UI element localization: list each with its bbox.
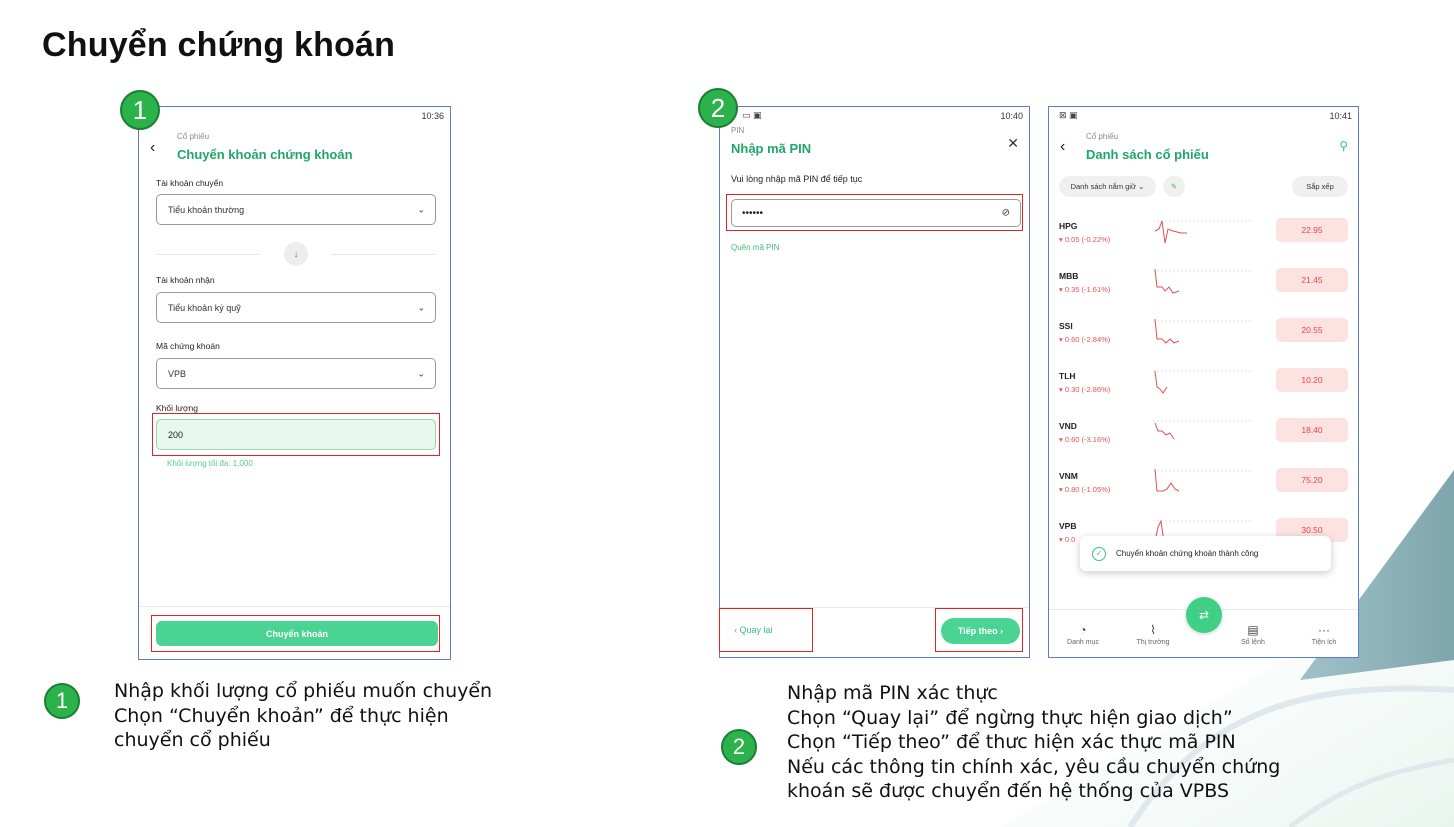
stock-row[interactable]	[1049, 421, 1355, 457]
step-badge-2: 2	[698, 88, 738, 128]
status-bar	[720, 107, 1029, 125]
stock-price[interactable]: 20.55	[1276, 318, 1348, 342]
step-badge-desc-2: 2	[721, 729, 757, 765]
screen-title: Danh sách cổ phiếu	[1086, 147, 1209, 162]
desc-line: Chọn “Tiếp theo” để thưc hiện xác thực mã PIN	[787, 731, 1236, 753]
divider	[331, 254, 435, 255]
search-icon[interactable]: ⚲	[1339, 139, 1348, 153]
highlight-quantity	[152, 413, 440, 456]
divider	[156, 254, 260, 255]
status-time: 10:40	[1000, 111, 1023, 121]
step-badge-1: 1	[120, 90, 160, 130]
back-button-label: Quay lại	[739, 625, 773, 635]
stock-change: ▾ 0.80 (-1.05%)	[1059, 485, 1111, 494]
desc-line: Nhập khối lượng cổ phiếu muốn chuyển	[114, 680, 493, 702]
to-account-label: Tài khoản nhận	[156, 275, 215, 285]
stock-change: ▾ 0.60 (-2.84%)	[1059, 335, 1111, 344]
sparkline-chart	[1153, 317, 1253, 345]
from-account-select[interactable]	[156, 194, 436, 225]
page-title: Chuyển chứng khoán	[42, 26, 396, 64]
highlight-transfer-button	[151, 615, 440, 652]
stock-symbol: MBB	[1059, 271, 1079, 281]
screen-pin-entry	[719, 106, 1030, 658]
nav-orders-label: Sổ lệnh	[1241, 639, 1265, 646]
step-1-description	[114, 679, 492, 753]
stock-code-label: Mã chứng khoán	[156, 341, 220, 351]
stock-row[interactable]	[1049, 221, 1355, 257]
chevron-down-icon: ⌄	[417, 204, 425, 214]
filter-label: Danh sách nắm giữ	[1070, 182, 1137, 191]
desc-line: Chọn “Quay lại” để ngừng thực hiện giao dịch”	[787, 706, 1233, 729]
status-bar	[139, 107, 450, 125]
pulse-icon: ⌇	[1150, 623, 1156, 637]
stock-symbol: SSI	[1059, 321, 1073, 331]
stock-change: ▾ 0.35 (-1.61%)	[1059, 285, 1111, 294]
sparkline-chart	[1153, 217, 1253, 245]
desc-line: chuyển cổ phiếu	[114, 729, 271, 751]
stock-symbol: VNM	[1059, 471, 1078, 481]
highlight-back-button	[719, 608, 813, 652]
check-circle-icon: ✓	[1092, 547, 1106, 561]
screen-category: Cổ phiếu	[177, 132, 210, 141]
sparkline-chart	[1153, 417, 1253, 445]
stock-change: ▾ 0.60 (-3.16%)	[1059, 435, 1111, 444]
toast-message: Chuyển khoản chứng khoán thành công	[1116, 549, 1259, 558]
status-bar	[1049, 107, 1358, 125]
sort-label: Sắp xếp	[1306, 182, 1334, 191]
pin-prompt: Vui lòng nhập mã PIN để tiếp tục	[731, 174, 863, 184]
nav-utilities-label: Tiện ích	[1311, 639, 1337, 646]
back-button[interactable]: ‹ Quay lại	[734, 625, 773, 635]
status-time: 10:41	[1329, 111, 1352, 121]
stock-symbol: VND	[1059, 421, 1077, 431]
screen-transfer-form	[138, 106, 451, 660]
footer-divider	[139, 606, 451, 607]
stock-change: ▾ 0.05 (-0.22%)	[1059, 235, 1111, 244]
stock-price[interactable]: 21.45	[1276, 268, 1348, 292]
nav-utilities[interactable]	[1294, 623, 1354, 646]
desc-line: Chọn “Chuyển khoản” để thực hiện	[114, 704, 449, 727]
desc-line: Nếu các thông tin chính xác, yêu cầu chuyển chứng	[787, 755, 1281, 778]
stock-price[interactable]: 30.50	[1276, 518, 1348, 542]
order-book-icon: ▤	[1247, 623, 1259, 637]
desc-line: khoán sẽ được chuyển đến hệ thống của VPBS	[787, 780, 1230, 802]
stock-price[interactable]: 18.40	[1276, 418, 1348, 442]
step-2-description	[787, 681, 1280, 804]
holdings-filter-dropdown[interactable]: Danh sách nắm giữ ⌄	[1059, 176, 1156, 197]
pie-chart-icon: ◔	[1079, 623, 1087, 637]
stock-change: ▾ 0.0	[1059, 535, 1076, 544]
stock-symbol: VPB	[1059, 521, 1077, 531]
stock-price[interactable]: 10.20	[1276, 368, 1348, 392]
nav-portfolio-label: Danh mục	[1067, 639, 1099, 646]
sparkline-chart	[1153, 267, 1253, 295]
step-badge-desc-1: 1	[44, 683, 80, 719]
eye-off-icon[interactable]: ⊘	[1001, 207, 1010, 219]
screen-category: Cổ phiếu	[1086, 132, 1119, 141]
quantity-max-hint: Khối lượng tối đa: 1,000	[167, 459, 253, 468]
status-time: 10:36	[421, 111, 444, 121]
stock-row[interactable]	[1049, 371, 1355, 407]
transfer-button[interactable]: Chuyển khoản	[156, 621, 438, 646]
stock-code-value: VPB	[168, 368, 187, 379]
swap-arrow-icon[interactable]: ↓	[284, 242, 308, 266]
next-button-label: Tiếp theo	[957, 626, 998, 636]
more-icon: ···	[1318, 623, 1330, 637]
from-account-label: Tài khoản chuyển	[156, 178, 224, 188]
nav-orders[interactable]	[1223, 623, 1283, 646]
next-button[interactable]: Tiếp theo ›	[941, 618, 1020, 644]
desc-line: Nhập mã PIN xác thực	[787, 682, 998, 704]
screen-stock-list	[1048, 106, 1359, 658]
forgot-pin-link[interactable]: Quên mã PIN	[731, 243, 780, 252]
to-account-select[interactable]	[156, 292, 436, 323]
nav-market[interactable]	[1123, 623, 1183, 646]
back-arrow-icon[interactable]: ‹	[150, 139, 156, 156]
sparkline-chart	[1153, 367, 1253, 395]
success-toast	[1080, 536, 1331, 571]
stock-row[interactable]	[1049, 471, 1355, 507]
highlight-next-button	[935, 608, 1023, 652]
stock-code-select[interactable]	[156, 358, 436, 389]
notification-icons: ▭ ▣	[742, 110, 762, 120]
quantity-value: 200	[168, 429, 184, 440]
stock-row[interactable]	[1049, 321, 1355, 357]
sparkline-chart	[1153, 467, 1253, 495]
nav-market-label: Thị trường	[1136, 639, 1170, 646]
back-arrow-icon[interactable]: ‹	[1060, 138, 1066, 155]
stock-row[interactable]	[1049, 271, 1355, 307]
screen-category: PIN	[731, 126, 745, 135]
screen-title: Chuyển khoản chứng khoán	[177, 147, 353, 162]
notification-icons: ⊠ ▣	[1059, 110, 1078, 120]
edit-icon[interactable]: ✎	[1163, 176, 1185, 197]
close-icon[interactable]: ✕	[1007, 135, 1019, 151]
screen-title: Nhập mã PIN	[731, 141, 812, 156]
stock-symbol: HPG	[1059, 221, 1078, 231]
chevron-down-icon: ⌄	[417, 368, 425, 378]
transfer-fab-icon[interactable]: ⇄	[1186, 597, 1222, 633]
to-account-value: Tiểu khoản ký quỹ	[168, 302, 241, 313]
from-account-value: Tiểu khoản thường	[168, 204, 245, 215]
nav-portfolio[interactable]	[1053, 623, 1113, 646]
stock-price[interactable]: 22.95	[1276, 218, 1348, 242]
sort-button[interactable]	[1292, 176, 1348, 197]
quantity-label: Khối lượng	[156, 403, 198, 413]
stock-price[interactable]: 75.20	[1276, 468, 1348, 492]
stock-symbol: TLH	[1059, 371, 1076, 381]
stock-change: ▾ 0.30 (-2.86%)	[1059, 385, 1111, 394]
chevron-down-icon: ⌄	[417, 302, 425, 312]
highlight-pin-input	[726, 194, 1023, 231]
pin-value: ••••••	[742, 207, 764, 219]
